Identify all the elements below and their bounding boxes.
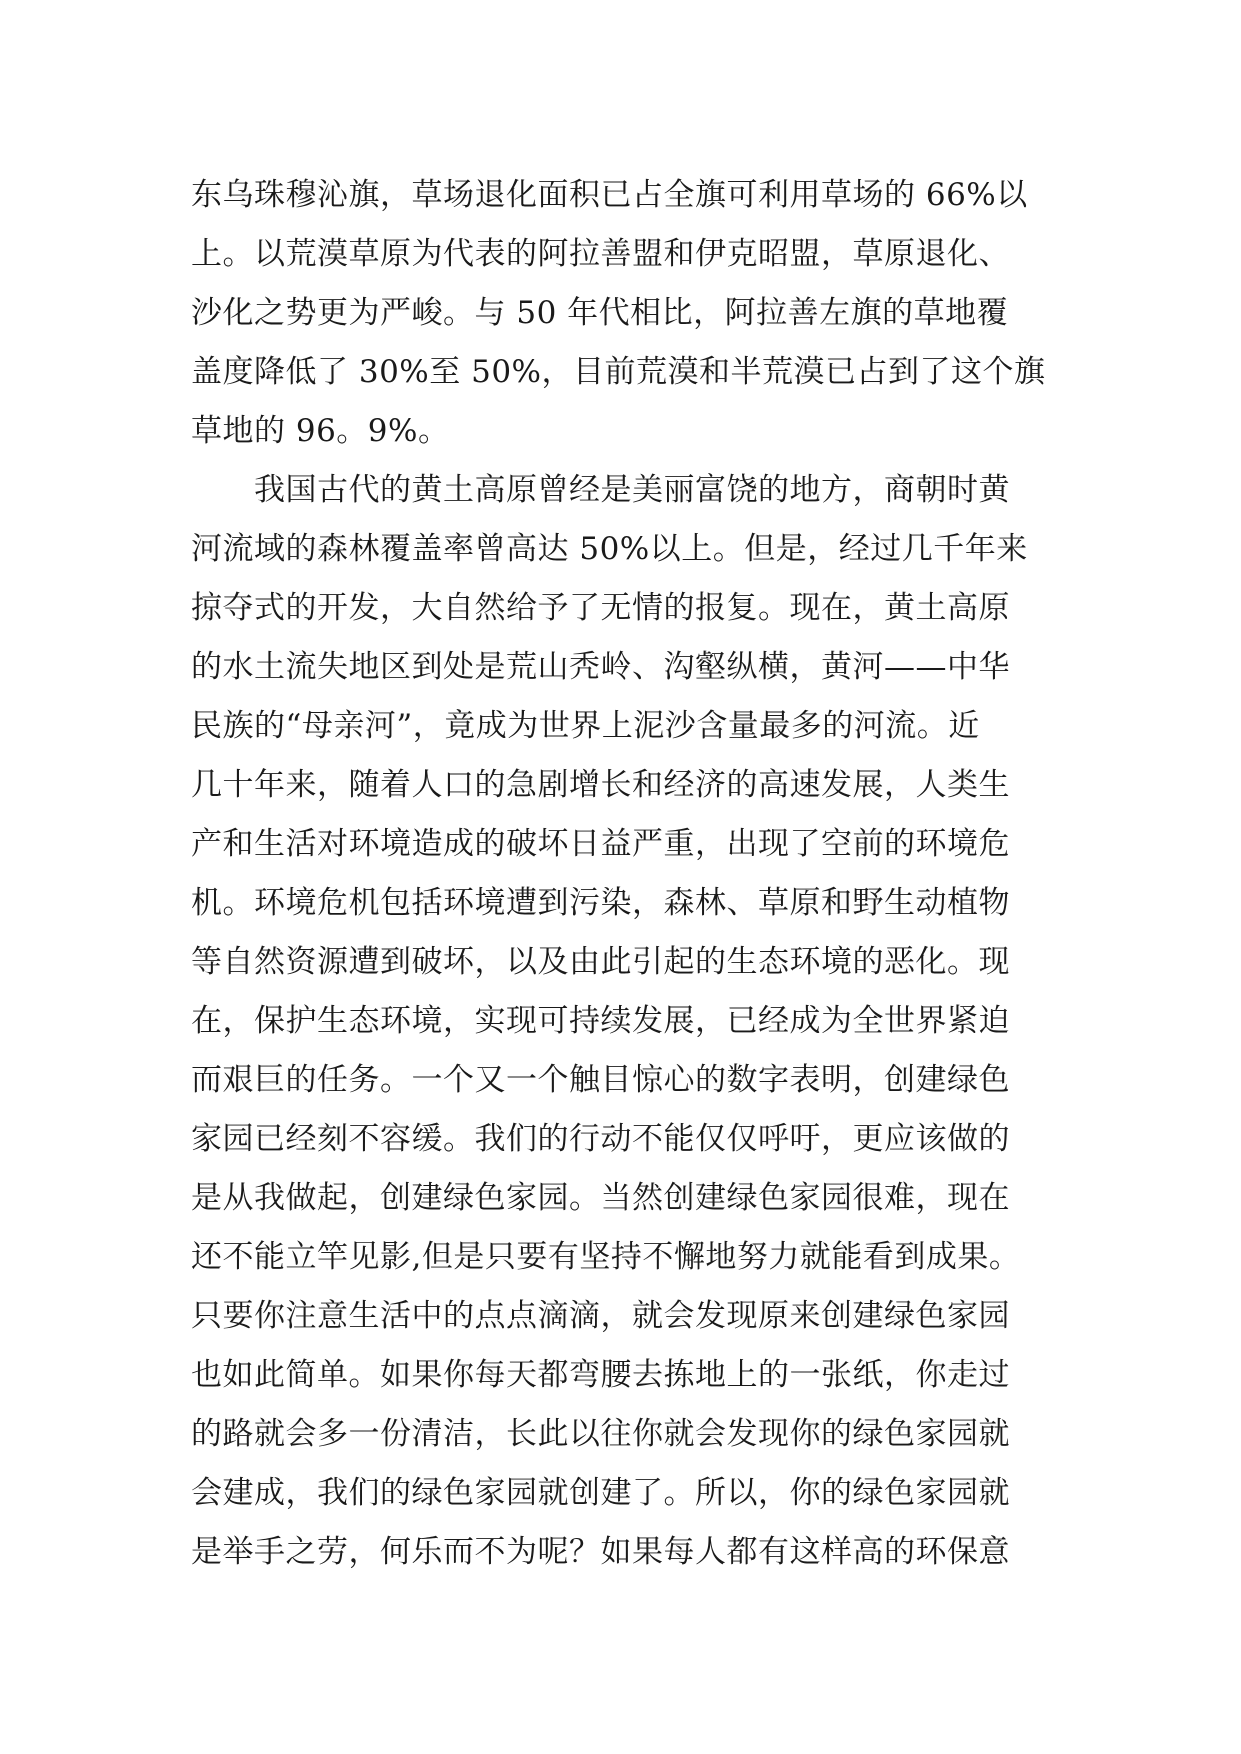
body-text [191,166,1071,1582]
text-line: 东乌珠穆沁旗，草场退化面积已占全旗可利用草场的 66%以 [191,177,1028,213]
text-line: 上。以荒漠草原为代表的阿拉善盟和伊克昭盟，草原退化、 [191,236,1010,272]
text-line: 会建成，我们的绿色家园就创建了。所以，你的绿色家园就 [191,1475,1010,1511]
text-line: 也如此简单。如果你每天都弯腰去拣地上的一张纸，你走过 [191,1357,1010,1393]
text-line: 等自然资源遭到破坏，以及由此引起的生态环境的恶化。现 [191,944,1010,980]
text-line: 是从我做起，创建绿色家园。当然创建绿色家园很难，现在 [191,1180,1010,1216]
text-line: 而艰巨的任务。一个又一个触目惊心的数字表明，创建绿色 [191,1062,1010,1098]
text-line: 民族的“母亲河”，竟成为世界上泥沙含量最多的河流。近 [191,708,980,744]
text-line: 机。环境危机包括环境遭到污染，森林、草原和野生动植物 [191,885,1010,921]
text-line: 我国古代的黄土高原曾经是美丽富饶的地方，商朝时黄 [191,472,1010,508]
text-line: 的水土流失地区到处是荒山秃岭、沟壑纵横，黄河——中华 [191,649,1010,685]
text-line: 掠夺式的开发，大自然给予了无情的报复。现在，黄土高原 [191,590,1010,626]
text-line: 草地的 96。9%。 [191,413,450,449]
text-line: 还不能立竿见影,但是只要有坚持不懈地努力就能看到成果。 [191,1239,1021,1275]
text-line: 在，保护生态环境，实现可持续发展，已经成为全世界紧迫 [191,1003,1010,1039]
text-line: 沙化之势更为严峻。与 50 年代相比，阿拉善左旗的草地覆 [191,295,1009,331]
text-line: 产和生活对环境造成的破坏日益严重，出现了空前的环境危 [191,826,1010,862]
text-line: 河流域的森林覆盖率曾高达 50%以上。但是，经过几千年来 [191,531,1028,567]
text-line: 几十年来，随着人口的急剧增长和经济的高速发展，人类生 [191,767,1010,803]
text-line: 盖度降低了 30%至 50%，目前荒漠和半荒漠已占到了这个旗 [191,354,1046,390]
text-line: 家园已经刻不容缓。我们的行动不能仅仅呼吁，更应该做的 [191,1121,1010,1157]
text-line: 只要你注意生活中的点点滴滴，就会发现原来创建绿色家园 [191,1298,1010,1334]
text-line: 是举手之劳，何乐而不为呢？如果每人都有这样高的环保意 [191,1534,1010,1570]
text-line: 的路就会多一份清洁，长此以往你就会发现你的绿色家园就 [191,1416,1010,1452]
